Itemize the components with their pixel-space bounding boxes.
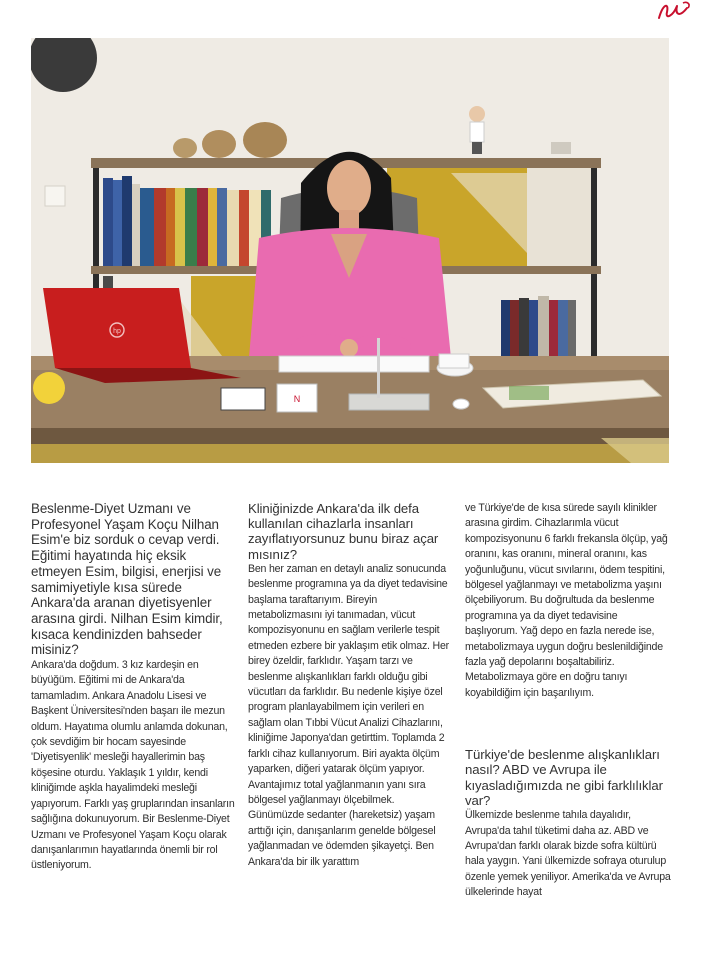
article-column-1 [31, 501, 236, 874]
article-column-2 [248, 501, 452, 870]
article-column-3 [465, 501, 671, 901]
intro-answer: Ankara'da doğdum. 3 kız kardeşin en büyüğüm. Eğitimi mi de Ankara'da tamamladım. Ankara Anadolu Lisesi ve Başkent Üniversitesi'nden başarı ile mezun oldum. Hayatıma olumlu anlamda dokunan, çok sevdiğim bir hocam sayesinde 'Diyetisyenlik' mesleği hayallerimin baş köşesine oturdu. Yaklaşık 1 yıldır, kendi kliniğimde aşkla hayalimdeki mesleği yapıyorum. Farklı yaş gruplarından insanların sağlığına dokunuyorum. Bir Beslenme-Diyet Uzmanı ve Profesyonel Yaşam Koçu olarak danışanlarımın hayatlarında önemli bir rol üstleniyorum. [31, 659, 235, 872]
nutrition-habits-answer: Ülkemizde beslenme tahıla dayalıdır, Avrupa'da tahıl tüketimi daha az. ABD ve Avrupa'dan farklı olarak bizde sofra kültürü hala yaygın. Yani ülkemizde sofraya oturulup özenle yemek yeniliyor. Amerika'da ve Avrupa ülkelerinde hayat [465, 809, 671, 899]
clinic-devices-question: Kliniğinizde Ankara'da ilk defa kullanılan cihazlarla insanları zayıflatıyorsunuz bunu biraz açar mısınız? [248, 501, 439, 562]
corner-logo-icon [653, 0, 693, 22]
clinic-devices-answer: Ben her zaman en detaylı analiz sonucunda beslenme programına ya da diyet tedavisine başlama taraftarıyım. Bireyin metabolizmasını iyi tanımadan, vücut kompozisyonunu en sağlam verilerle tespit etmeden ezbere bir yaklaşım etik olmaz. Her birey özeldir, farklıdır. Yaşam tarzı ve beslenme alışkanlıkları farklı olduğu gibi vücutları da farklıdır. Bu nedenle kişiye özel program planlayabilmem için verileri en sağlam olan Tıbbi Vücut Analizi Cihazlarını, kliniğime Japonya'dan getirttim. Toplamda 2 farklı cihaz kullanıyorum. Biri ayakta ölçüm yaparken, diğeri yatarak ölçüm yapıyor. Avantajımız total yağlanmanın yanı sıra bölgesel yağlanmayı ölçebilmek. Günümüzde sedanter (hareketsiz) yaşam arttığı için, danışanlarım genelde bölgesel yağlanmadan ve ödemden şikayetçi. Ben Ankara'da bir ilk yarattım [248, 562, 450, 868]
clinic-devices-answer-continued: ve Türkiye'de de kısa sürede sayılı klinikler arasına girdim. Cihazlarımla vücut kompozisyonunu 6 farklı frekansla ölçüp, yağ oranını, kas oranını, mineral oranını, kas yoğunluğunu, vücut sıvılarını, ödem tespitini, bölgesel yağlanmayı ve metabolizma yaşını ölçebiliyorum. Bu doğrultuda da beslenme programına ya da diyet tedavisine başlıyorum. Yağ depo en fazla nerede ise, metabolizmaya uygun doğru beslenildiğinde fazla yağ depolarını boşaltabiliriz. Metabolizmaya göre en doğru tanıyı koyabildiğim için başarılıyım. [465, 502, 668, 699]
svg-text:N: N [293, 394, 301, 404]
intro-question: Beslenme-Diyet Uzmanı ve Profesyonel Yaşam Koçu Nilhan Esim'e biz sorduk o cevap verdi. Eğitimi hayatında hiç eksik etmeyen Esim, bilgisi, enerjisi ve samimiyetiyle kısa sürede Ankara'da aranan diyetisyenler arasına girdi. Nilhan Esim kimdir, kısaca kendinizden bahseder misiniz? [31, 501, 223, 658]
nutrition-habits-question: Türkiye'de beslenme alışkanlıkları nasıl? ABD ve Avrupa ile kıyasladığımızda ne gibi farklılıklar var? [465, 747, 663, 808]
office-photo [31, 38, 669, 463]
svg-text:hp: hp [113, 328, 121, 335]
